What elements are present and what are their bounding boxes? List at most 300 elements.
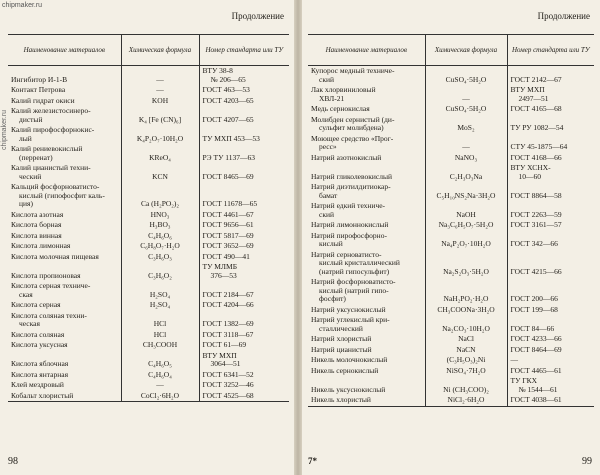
standard-line: ГОСТ 4204—66	[202, 300, 254, 309]
material-name-line: Кислота соляная	[11, 329, 65, 339]
table-row	[8, 300, 289, 311]
standard-line: ГОСТ 2142—67	[510, 74, 562, 84]
standard-number	[507, 115, 594, 134]
page-number: 98	[8, 456, 18, 467]
material-name-line: Натрий цианистый	[311, 344, 372, 354]
table-row	[308, 231, 594, 250]
signature-mark: 7*	[308, 456, 317, 466]
table-row	[8, 370, 289, 381]
material-name-line: Кальций фосфорноватисто-	[11, 182, 100, 191]
material-name	[308, 334, 425, 345]
chemical-formula: —	[121, 66, 199, 86]
left-page	[0, 0, 294, 475]
table-row	[308, 305, 594, 316]
table-row	[8, 340, 289, 351]
chemical-formula: NaNO₃	[425, 153, 507, 164]
material-name-line: Кислота соляная техни-	[11, 310, 87, 320]
material-name-line: Клей мездровый	[11, 380, 64, 389]
chemical-formula: C₃H₆O₃	[121, 252, 199, 263]
material-name	[8, 340, 121, 351]
standard-line: № 1544—61	[518, 384, 558, 394]
material-name-line: ский	[319, 74, 334, 84]
standard-line: ГОСТ 4165—68	[510, 104, 562, 113]
standard-number	[199, 210, 289, 221]
book-gutter	[294, 0, 302, 475]
standard-number	[507, 355, 594, 366]
standard-number	[507, 366, 594, 377]
material-name	[308, 231, 425, 250]
material-name	[308, 201, 425, 220]
table-row	[308, 85, 594, 104]
material-name-line: Кислота молочная пищевая	[11, 251, 99, 261]
standard-line: ГОСТ 4525—68	[202, 390, 254, 400]
table-row	[308, 395, 594, 406]
material-name	[308, 355, 425, 366]
standard-number	[507, 134, 594, 153]
material-name-line: Натрий углекислый кри-	[311, 315, 390, 324]
continuation-label: Продолжение	[231, 11, 284, 21]
standard-line: ГОСТ 2263—59	[510, 209, 562, 219]
material-name-line: Кислота лимонная	[11, 241, 71, 250]
standard-number	[199, 380, 289, 391]
material-name-line: (перренат)	[19, 152, 53, 162]
material-name-line: Натрий едкий техниче-	[311, 201, 386, 210]
table-row	[308, 315, 594, 334]
chemical-formula: —	[425, 85, 507, 104]
material-name	[8, 125, 121, 144]
standard-number	[507, 305, 594, 316]
material-name-line: Моющее средство «Прог-	[311, 133, 394, 143]
material-name	[308, 315, 425, 334]
table-row	[8, 262, 289, 281]
table-row	[8, 241, 289, 252]
standard-line: ГОСТ 4461—67	[202, 209, 254, 219]
chemical-formula: KOH	[121, 96, 199, 107]
standard-number	[199, 220, 289, 231]
material-name	[308, 134, 425, 153]
header-name: Наименование материалов	[308, 35, 425, 66]
chemical-formula: Na₂CO₃·10H₂O	[425, 315, 507, 334]
table-row	[308, 134, 594, 153]
header-formula: Химическая формула	[425, 35, 507, 66]
material-name-line: Натрий лимоннокислый	[311, 220, 389, 229]
table-row	[8, 391, 289, 402]
standard-number	[199, 96, 289, 107]
standard-number	[507, 85, 594, 104]
material-name	[308, 104, 425, 115]
material-name-line: Молибден сернистый (ди-	[311, 114, 395, 124]
table-row	[308, 182, 594, 201]
chemical-formula: Na₂S₂O₃·5H₂O	[425, 250, 507, 278]
standard-line: ГОСТ 11678—65	[202, 199, 258, 208]
material-name-line: ХВЛ-21	[319, 93, 345, 103]
watermark-text: chipmaker.ru	[2, 2, 43, 9]
material-name	[8, 281, 121, 300]
material-name-line: Никель уксуснокислый	[311, 384, 386, 394]
table-row	[8, 96, 289, 107]
standard-number	[199, 340, 289, 351]
material-name	[8, 163, 121, 182]
standard-line: ВТУ МХП	[510, 85, 545, 94]
chemical-formula: C₄H₆O₄	[121, 370, 199, 381]
material-name-line: ская	[19, 289, 33, 299]
chemical-formula: K₄ [Fe (CN)₆]	[121, 106, 199, 125]
chemical-formula: CuSO₄·5H₂O	[425, 66, 507, 86]
table-row	[308, 366, 594, 377]
material-name-line: Кислота серная	[11, 300, 61, 309]
standard-line: ТУ МЛМБ	[202, 262, 237, 271]
table-row	[308, 220, 594, 231]
material-name	[8, 252, 121, 263]
table-row	[308, 153, 594, 164]
material-name-line: кислый кристаллический	[319, 258, 400, 267]
standard-number	[199, 252, 289, 263]
standard-line: ГОСТ 199—68	[510, 304, 558, 314]
chemical-formula: C₄H₆O₆	[121, 231, 199, 242]
standard-line: ГОСТ 4465—61	[510, 365, 562, 375]
material-name	[308, 182, 425, 201]
material-name-line: Натрий диэтилдитиокар-	[311, 182, 391, 191]
material-name-line: Купорос медный техниче-	[311, 66, 395, 75]
material-name-line: фосфит)	[319, 294, 346, 303]
material-name	[8, 85, 121, 96]
material-name-line: кислый (натрий гипо-	[319, 285, 389, 295]
standard-number	[199, 262, 289, 281]
chemical-formula: CoCl₂·6H₂O	[121, 391, 199, 402]
material-name-line: Калий железистосинеро-	[11, 106, 91, 115]
material-name	[8, 220, 121, 231]
table-row	[8, 144, 289, 163]
material-name-line: сталлический	[319, 323, 363, 333]
table-row	[8, 210, 289, 221]
header-row	[308, 35, 594, 66]
standard-number	[507, 201, 594, 220]
standard-line: ГОСТ 3118—67	[202, 329, 254, 339]
material-name-line: Кислота азотная	[11, 209, 64, 219]
table-row	[8, 252, 289, 263]
standard-line: ТУ ГКХ	[510, 376, 538, 385]
standard-number	[199, 85, 289, 96]
chemical-formula: C₄H₆O₅	[121, 351, 199, 370]
standard-number	[507, 163, 594, 182]
continuation-label: Продолжение	[537, 11, 590, 21]
table-row	[8, 380, 289, 391]
chemical-formula: NiCl₂·6H₂O	[425, 395, 507, 406]
standard-line: 376—53	[210, 270, 237, 280]
material-name-line: дистый	[19, 114, 43, 124]
chemical-formula: Na₃C₆H₅O₇·5H₂O	[425, 220, 507, 231]
material-name-line: Калий гидрат окиси	[11, 95, 75, 105]
standard-number	[199, 66, 289, 86]
material-name	[308, 277, 425, 305]
standard-number	[199, 182, 289, 210]
standard-line: ТУ МХП 453—53	[202, 133, 260, 143]
table-row	[308, 334, 594, 345]
table-row	[308, 250, 594, 278]
standard-number	[507, 250, 594, 278]
chemical-formula: CH₃COONa·3H₂O	[425, 305, 507, 316]
standard-line: ГОСТ 463—53	[202, 85, 250, 94]
material-name-line: ческая	[19, 319, 40, 328]
standard-line: ГОСТ 490—41	[202, 251, 250, 261]
chemical-formula: H₂SO₄	[121, 300, 199, 311]
table-row	[8, 351, 289, 370]
material-name-line: Натрий фосфорноватисто-	[311, 277, 396, 286]
standard-number	[507, 153, 594, 164]
standard-line: ГОСТ 342—66	[510, 239, 558, 248]
material-name-line: ческий	[19, 171, 42, 181]
material-name	[308, 305, 425, 316]
standard-line: ГОСТ 9656—61	[202, 220, 254, 229]
table-row	[8, 66, 289, 86]
standard-number	[507, 334, 594, 345]
standard-line: № 206—65	[210, 74, 246, 84]
table-row	[308, 115, 594, 134]
standard-number	[507, 182, 594, 201]
chemical-formula: C₅H₁₀NS₂Na·3H₂O	[425, 182, 507, 201]
standard-line: ВТУ МХП	[202, 350, 237, 360]
material-name-line: ресс»	[319, 142, 337, 151]
table-row	[8, 85, 289, 96]
standard-line: 10—60	[518, 171, 541, 181]
standard-number	[199, 370, 289, 381]
chemical-formula: NaCl	[425, 334, 507, 345]
material-name	[308, 85, 425, 104]
table-row	[8, 182, 289, 210]
chemical-formula: Na₄P₂O₇·10H₂O	[425, 231, 507, 250]
standard-line: ГОСТ 5817—69	[202, 230, 254, 240]
standard-number	[199, 125, 289, 144]
material-name	[308, 220, 425, 231]
standard-number	[199, 231, 289, 242]
material-name-line: Натрий пирофосфорно-	[311, 230, 387, 240]
standard-line: ГОСТ 3652—69	[202, 241, 254, 250]
material-name-line: Контакт Петрова	[11, 85, 66, 94]
standard-number	[507, 345, 594, 356]
chemical-formula: KReO₄	[121, 144, 199, 163]
standard-line: ГОСТ 1382—69	[202, 319, 254, 328]
standard-line: —	[510, 355, 518, 364]
standard-line: ГОСТ 200—66	[510, 294, 558, 303]
standard-line: ГОСТ 3252—46	[202, 380, 254, 389]
header-standard: Номер стандарта или ТУ	[507, 35, 594, 66]
right-page	[302, 0, 600, 475]
chemical-formula: HCl	[121, 311, 199, 330]
chemical-formula: H₂SO₄	[121, 281, 199, 300]
material-name-line: Кислота борная	[11, 220, 62, 229]
header-standard: Номер стандарта или ТУ	[199, 35, 289, 66]
table-row	[308, 376, 594, 395]
standard-line: ГОСТ 6341—52	[202, 369, 254, 379]
material-name	[8, 391, 121, 402]
standard-number	[199, 300, 289, 311]
material-name	[308, 366, 425, 377]
chemical-formula: HNO₃	[121, 210, 199, 221]
standard-line: ГОСТ 4203—65	[202, 95, 254, 105]
material-name-line: кислый	[319, 239, 343, 248]
standard-number	[199, 241, 289, 252]
chemical-formula: CH₃COOH	[121, 340, 199, 351]
chemical-formula: —	[425, 134, 507, 153]
material-name	[8, 241, 121, 252]
material-name-line: кислый (гипофосфит каль-	[19, 190, 105, 200]
standard-line: 2497—51	[518, 93, 549, 103]
material-name-line: Калий пирофосфорнокис-	[11, 125, 95, 134]
material-name	[308, 163, 425, 182]
material-name-line: Кислота пропионовая	[11, 270, 81, 280]
materials-table-right	[308, 34, 594, 407]
material-name	[308, 66, 425, 86]
chemical-formula: NaOH	[425, 201, 507, 220]
material-name	[8, 380, 121, 391]
material-name-line: сульфит молибдена)	[319, 123, 384, 132]
chemical-formula: —	[121, 380, 199, 391]
chemical-formula: NaCN	[425, 345, 507, 356]
table-row	[308, 104, 594, 115]
material-name	[8, 210, 121, 221]
standard-number	[507, 376, 594, 395]
standard-number	[507, 315, 594, 334]
table-row	[308, 355, 594, 366]
standard-line: РЭ ТУ 1137—63	[202, 152, 255, 162]
standard-number	[507, 231, 594, 250]
standard-number	[507, 104, 594, 115]
table-row	[8, 125, 289, 144]
header-name: Наименование материалов	[8, 35, 121, 66]
standard-line: ГОСТ 8465—69	[202, 171, 254, 181]
material-name	[308, 115, 425, 134]
chemical-formula: H₃BO₃	[121, 220, 199, 231]
chemical-formula: HCl	[121, 330, 199, 341]
material-name-line: Натрий уксуснокислый	[311, 304, 386, 314]
standard-number	[507, 220, 594, 231]
table-row	[8, 163, 289, 182]
standard-number	[199, 144, 289, 163]
material-name-line: ский	[319, 209, 334, 219]
material-name-line: лый	[19, 133, 32, 143]
material-name-line: Натрий хлористый	[311, 334, 372, 343]
material-name-line: Никель хлористый	[311, 395, 371, 404]
material-name-line: Никель молочнокислый	[311, 355, 388, 364]
chemical-formula: C₃H₆O₂	[121, 262, 199, 281]
standard-line: ГОСТ 8864—58	[510, 190, 562, 200]
material-name	[8, 182, 121, 210]
standard-line: ВТУ 38-8	[202, 66, 233, 75]
table-row	[8, 281, 289, 300]
table-row	[8, 106, 289, 125]
standard-number	[199, 391, 289, 402]
chemical-formula: Ni (CH₃COO)₂	[425, 376, 507, 395]
material-name	[8, 106, 121, 125]
standard-line: ГОСТ 3161—57	[510, 220, 562, 229]
standard-line: ГОСТ 61—69	[202, 340, 247, 349]
material-name	[8, 231, 121, 242]
material-name-line: ция)	[19, 199, 33, 208]
chemical-formula: CuSO₄·5H₂O	[425, 104, 507, 115]
table-row	[8, 220, 289, 231]
material-name	[8, 66, 121, 86]
standard-number	[507, 66, 594, 86]
standard-line: ГОСТ 4207—65	[202, 114, 254, 124]
standard-number	[199, 281, 289, 300]
material-name	[308, 395, 425, 406]
material-name	[308, 250, 425, 278]
chemical-formula: MoS₂	[425, 115, 507, 134]
material-name	[308, 376, 425, 395]
chemical-formula: C₂H₃O₃Na	[425, 163, 507, 182]
material-name	[8, 96, 121, 107]
chemical-formula: KCN	[121, 163, 199, 182]
standard-number	[199, 163, 289, 182]
standard-line: ГОСТ 4215—66	[510, 266, 562, 276]
standard-number	[199, 351, 289, 370]
standard-line: ВТУ ХСНХ-	[510, 163, 551, 172]
material-name	[8, 330, 121, 341]
chemical-formula: Ca (H₂PO₂)₂	[121, 182, 199, 210]
standard-line: СТУ 45-1875—64	[510, 142, 568, 151]
standard-line: ГОСТ 2184—67	[202, 289, 254, 299]
material-name	[8, 144, 121, 163]
material-name-line: Ингибитор И-1-В	[11, 74, 68, 84]
material-name	[8, 300, 121, 311]
table-row	[308, 163, 594, 182]
chemical-formula: K₄P₂O₇·10H₂O	[121, 125, 199, 144]
material-name-line: (натрий гипосульфит)	[319, 266, 390, 276]
material-name-line: Никель сернокислый	[311, 365, 379, 375]
material-name-line: Натрий гликолевокислый	[311, 171, 393, 181]
standard-line: ГОСТ 4233—66	[510, 334, 562, 343]
material-name-line: Кобальт хлористый	[11, 390, 74, 400]
chemical-formula: C₆H₈O₇·H₂O	[121, 241, 199, 252]
chemical-formula: NiSO₄·7H₂O	[425, 366, 507, 377]
header-formula: Химическая формула	[121, 35, 199, 66]
material-name-line: Калий рениевокислый	[11, 144, 83, 153]
standard-number	[507, 395, 594, 406]
material-name	[8, 351, 121, 370]
material-name-line: Натрий серноватисто-	[311, 249, 382, 259]
table-row	[308, 277, 594, 305]
table-row	[308, 345, 594, 356]
chemical-formula: —	[121, 85, 199, 96]
material-name-line: Кислота янтарная	[11, 369, 69, 379]
header-row	[8, 35, 289, 66]
material-name-line: Кислота серная техниче-	[11, 281, 91, 290]
table-row	[8, 330, 289, 341]
material-name	[308, 153, 425, 164]
material-name-line: Лак хлорвиниловый	[311, 85, 376, 94]
standard-line: ГОСТ 4038—61	[510, 395, 562, 404]
standard-number	[199, 311, 289, 330]
standard-number	[507, 277, 594, 305]
material-name-line: Медь сернокислая	[311, 104, 370, 113]
standard-line: ГОСТ 84—66	[510, 323, 555, 333]
standard-line: ГОСТ 8464—69	[510, 344, 562, 354]
material-name-line: Кислота винная	[11, 230, 62, 240]
material-name	[8, 370, 121, 381]
material-name-line: Кислота яблочная	[11, 359, 69, 368]
standard-line: ТУ РУ 1082—54	[510, 123, 564, 132]
material-name-line: Калий цианистый техни-	[11, 163, 91, 172]
material-name-line: бамат	[319, 190, 338, 200]
material-name	[308, 345, 425, 356]
side-watermark-text: chipmaker.ru	[1, 109, 8, 150]
materials-table-left	[8, 34, 289, 402]
table-row	[8, 231, 289, 242]
page-number: 99	[582, 456, 592, 467]
material-name-line: Кислота уксусная	[11, 340, 68, 349]
material-name	[8, 262, 121, 281]
table-row	[8, 311, 289, 330]
